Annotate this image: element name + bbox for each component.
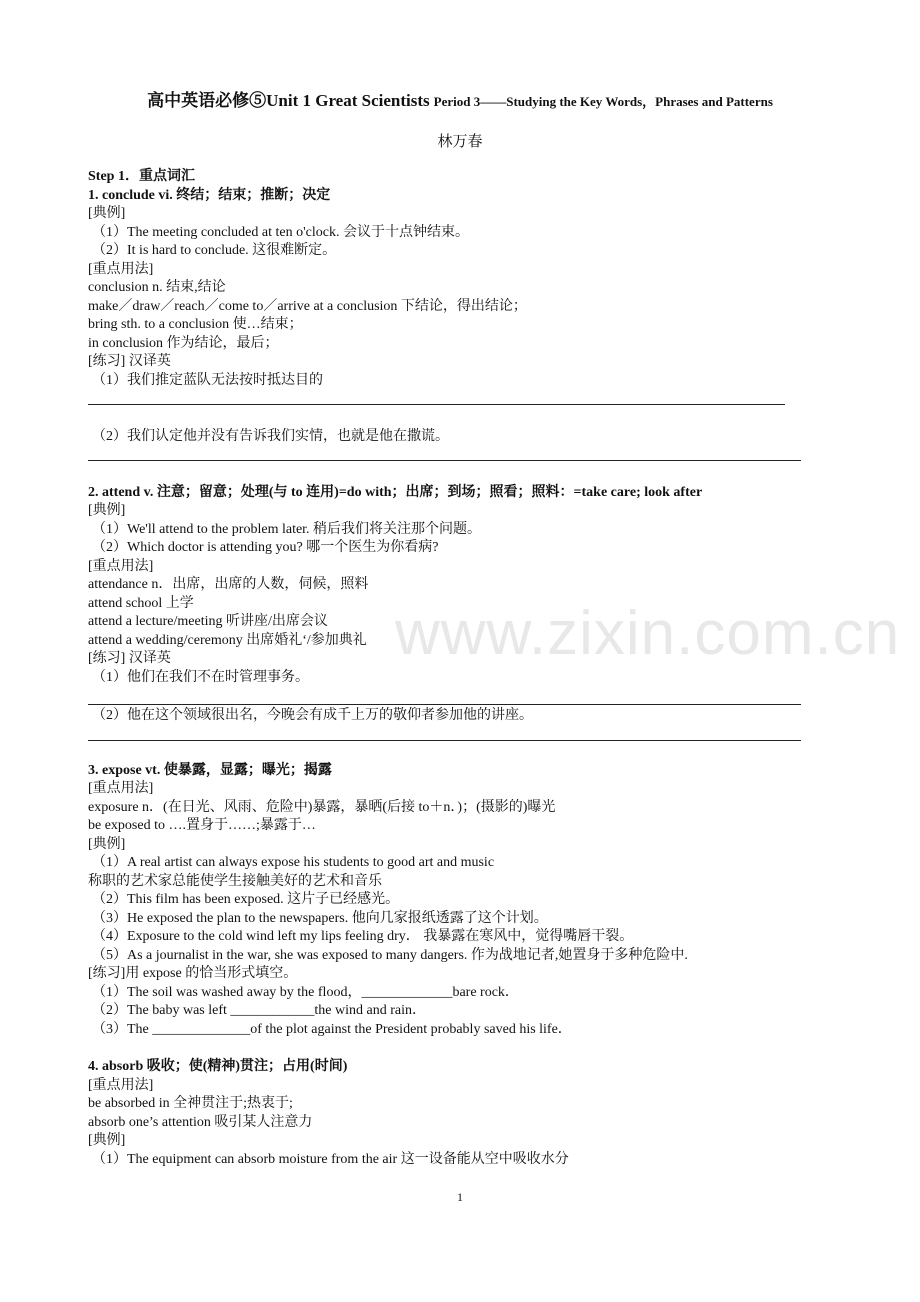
word-heading-conclude: 1. conclude vi. 终结；结束；推断；决定: [88, 188, 331, 203]
example-line: （5）As a journalist in the war, she was exposed to many dangers. 作为战地记者,她置身于多种危险中.: [92, 948, 688, 963]
exercise-item: （1）他们在我们不在时管理事务。: [92, 670, 309, 685]
usage-line: exposure n．(在日光、风雨、危险中)暴露，暴晒(后接 to＋n．)；(摄影的)曝光: [88, 800, 556, 815]
document-title: [0, 86, 920, 111]
word-heading-attend: 2. attend v. 注意；留意；处理(与 to 连用)=do with；出席；到场；照看；照料：=take care; look after: [88, 485, 703, 500]
word-heading-expose: 3. expose vt. 使暴露，显露；曝光；揭露: [88, 763, 332, 778]
exercise-item: （1）我们推定蓝队无法按时抵达目的: [92, 373, 323, 388]
label-exercise: [练习]用 expose 的恰当形式填空。: [88, 966, 298, 981]
author: 林万春: [437, 134, 483, 150]
example-line: （1）A real artist can always expose his students to good art and music: [92, 855, 495, 870]
label-exercise: [练习] 汉译英: [88, 651, 171, 666]
label-usage: [重点用法]: [88, 559, 154, 574]
word-heading-absorb: 4. absorb 吸收；使(精神)贯注；占用(时间): [88, 1059, 348, 1074]
title-sub: Period 3——Studying the Key Words，Phrases and Patterns: [433, 94, 773, 109]
example-line: （1）We'll attend to the problem later. 稍后我们将关注那个问题。: [92, 522, 482, 537]
exercise-item: （1）The soil was washed away by the flood，_____________bare rock．: [92, 985, 519, 1000]
example-line: （2）This film has been exposed. 这片子已经感光。: [92, 892, 400, 907]
title-main: 高中英语必修⑤Unit 1 Great Scientists: [147, 91, 430, 110]
example-line: （1）The meeting concluded at ten o'clock. 会议于十点钟结束。: [92, 225, 469, 240]
example-line: （3）He exposed the plan to the newspapers. 他向几家报纸透露了这个计划。: [92, 911, 548, 926]
exercise-item: （2）The baby was left ____________the wind and rain．: [92, 1003, 426, 1018]
answer-line: [88, 460, 801, 461]
usage-line: in conclusion 作为结论，最后；: [88, 336, 279, 351]
usage-line: conclusion n. 结束,结论: [88, 280, 226, 295]
usage-line: attend school 上学: [88, 596, 194, 611]
label-exercise: [练习] 汉译英: [88, 354, 171, 369]
watermark: www.zixin.com.cn: [395, 599, 901, 668]
example-line: （4）Exposure to the cold wind left my lips feeling dry． 我暴露在寒风中，觉得嘴唇干裂。: [92, 929, 634, 944]
label-usage: [重点用法]: [88, 262, 154, 277]
exercise-item: （2）他在这个领域很出名，今晚会有成千上万的敬仰者参加他的讲座。: [92, 708, 533, 723]
exercise-item: （3）The ______________of the plot against the President probably saved his life．: [92, 1022, 572, 1037]
answer-line: [88, 704, 801, 705]
usage-line: attendance n．出席，出席的人数，伺候，照料: [88, 577, 369, 592]
example-line: （1）The equipment can absorb moisture from the air 这一设备能从空中吸收水分: [92, 1152, 569, 1167]
usage-line: absorb one’s attention 吸引某人注意力: [88, 1115, 313, 1130]
label-example: [典例]: [88, 1133, 126, 1148]
exercise-item: （2）我们认定他并没有告诉我们实情，也就是他在撒谎。: [92, 429, 449, 444]
page-number: 1: [457, 1190, 463, 1204]
usage-line: attend a lecture/meeting 听讲座/出席会议: [88, 614, 328, 629]
usage-line: be exposed to ….置身于……;暴露于…: [88, 818, 316, 833]
label-example: [典例]: [88, 837, 126, 852]
label-usage: [重点用法]: [88, 781, 154, 796]
answer-line: [88, 740, 801, 741]
example-line: （2）Which doctor is attending you? 哪一个医生为你看病?: [92, 540, 439, 555]
usage-line: be absorbed in 全神贯注于;热衷于;: [88, 1096, 293, 1111]
step-heading: Step 1．重点词汇: [88, 169, 195, 184]
label-example: [典例]: [88, 503, 126, 518]
example-line: （2）It is hard to conclude. 这很难断定。: [92, 243, 337, 258]
answer-line: [88, 404, 785, 405]
usage-line: make／draw／reach／come to／arrive at a conclusion 下结论，得出结论；: [88, 299, 527, 314]
label-usage: [重点用法]: [88, 1078, 154, 1093]
example-line: 称职的艺术家总能使学生接触美好的艺术和音乐: [88, 874, 382, 889]
label-example: [典例]: [88, 206, 126, 221]
usage-line: attend a wedding/ceremony 出席婚礼‘/参加典礼: [88, 633, 367, 648]
usage-line: bring sth. to a conclusion 使…结束；: [88, 317, 303, 332]
